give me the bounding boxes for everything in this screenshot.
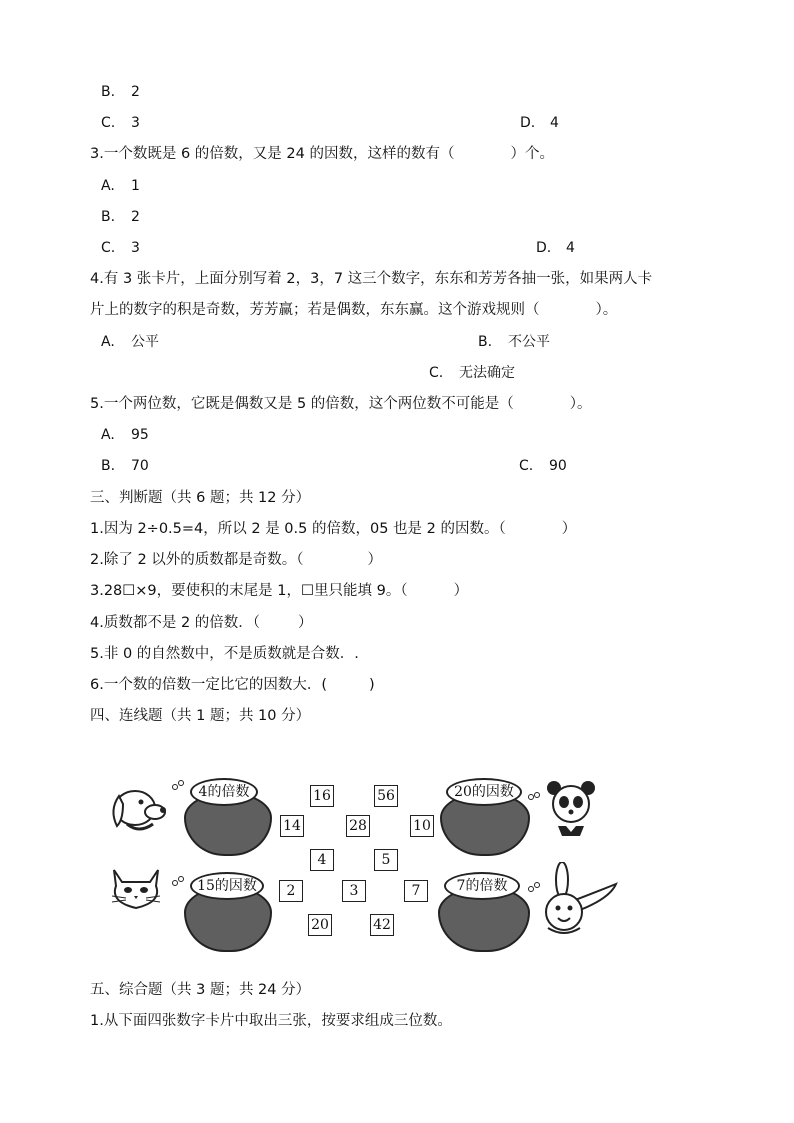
judge-item-3: 3.28☐×9，要使积的末尾是 1，☐里只能填 9。（ ） <box>90 583 469 599</box>
pot-label-factors-of-15: 15的因数 <box>190 872 264 900</box>
matching-diagram <box>100 758 620 948</box>
q3-option-b: B. 2 <box>101 209 140 225</box>
q2-option-c: C. 3 <box>101 115 140 131</box>
q5-option-c: C. 90 <box>519 458 567 474</box>
section-4-title: 四、连线题（共 1 题；共 10 分） <box>90 708 311 724</box>
question-4-line1: 4.有 3 张卡片，上面分别写着 2，3，7 这三个数字，东东和芳芳各抽一张，如果两人卡 <box>90 271 653 287</box>
number-card[interactable]: 4 <box>310 849 334 871</box>
judge-item-4: 4.质数都不是 2 的倍数．（ ） <box>90 615 313 631</box>
q2-option-b: B. 2 <box>101 84 140 100</box>
judge-item-5: 5.非 0 的自然数中，不是质数就是合数．. <box>90 646 359 662</box>
section-3-title: 三、判断题（共 6 题；共 12 分） <box>90 490 311 506</box>
number-card[interactable]: 2 <box>279 880 303 902</box>
q3-option-d: D. 4 <box>536 240 575 256</box>
number-card[interactable]: 56 <box>374 785 398 807</box>
number-card[interactable]: 3 <box>342 880 366 902</box>
section-5-title: 五、综合题（共 3 题；共 24 分） <box>90 982 311 998</box>
question-5: 5.一个两位数，它既是偶数又是 5 的倍数，这个两位数不可能是（ ）。 <box>90 396 592 412</box>
judge-item-2: 2.除了 2 以外的质数都是奇数。（ ） <box>90 552 383 568</box>
pot-label-multiples-of-4: 4的倍数 <box>190 778 258 806</box>
cat-icon <box>106 862 166 912</box>
q4-option-c: C. 无法确定 <box>429 365 515 381</box>
q4-option-a: A. 公平 <box>101 334 159 350</box>
q3-option-c: C. 3 <box>101 240 140 256</box>
number-card[interactable]: 7 <box>404 880 428 902</box>
rabbit-icon <box>540 862 620 938</box>
judge-item-1: 1.因为 2÷0.5=4，所以 2 是 0.5 的倍数，05 也是 2 的因数。（ ） <box>90 521 577 537</box>
number-card[interactable]: 5 <box>374 849 398 871</box>
question-3: 3.一个数既是 6 的倍数，又是 24 的因数，这样的数有（ ）个。 <box>90 146 554 162</box>
number-card[interactable]: 42 <box>370 914 394 936</box>
number-card[interactable]: 10 <box>410 815 434 837</box>
pot-label-multiples-of-7: 7的倍数 <box>444 872 520 900</box>
q3-option-a: A. 1 <box>101 178 140 194</box>
judge-item-6: 6.一个数的倍数一定比它的因数大．( ) <box>90 677 375 693</box>
pot-label-factors-of-20: 20的因数 <box>446 778 522 806</box>
q5-option-a: A. 95 <box>101 427 149 443</box>
section-5-question-1: 1.从下面四张数字卡片中取出三张，按要求组成三位数。 <box>90 1013 452 1029</box>
q4-option-b: B. 不公平 <box>478 334 550 350</box>
panda-icon <box>542 778 602 838</box>
number-card[interactable]: 14 <box>280 815 304 837</box>
dog-icon <box>105 780 167 840</box>
number-card[interactable]: 20 <box>308 914 332 936</box>
q2-option-d: D. 4 <box>520 115 559 131</box>
number-card[interactable]: 28 <box>346 815 370 837</box>
q5-option-b: B. 70 <box>101 458 149 474</box>
question-4-line2: 片上的数字的积是奇数，芳芳赢；若是偶数，东东赢。这个游戏规则（ ）。 <box>90 302 618 318</box>
number-card[interactable]: 16 <box>310 785 334 807</box>
